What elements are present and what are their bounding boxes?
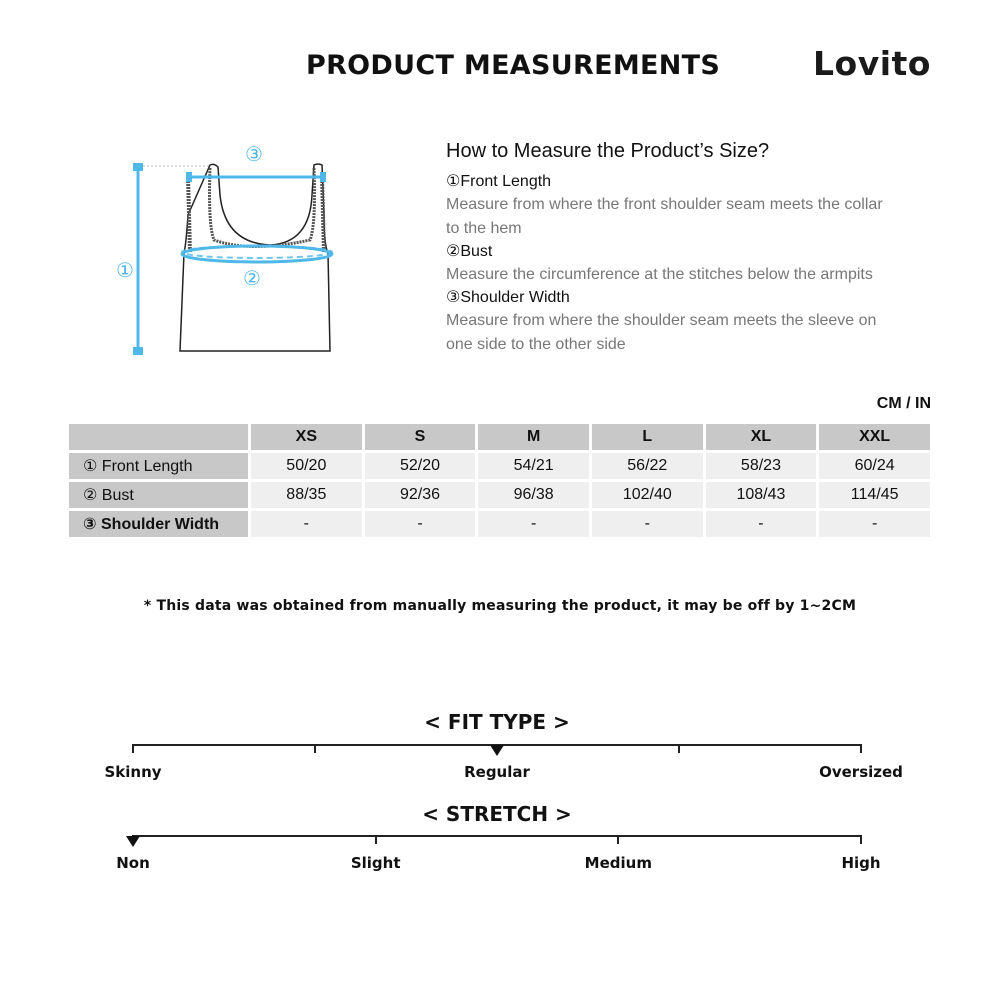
stretch-line [133,835,861,837]
item-title-shoulder-width: ③Shoulder Width [446,289,570,306]
table-row [69,511,930,537]
size-header: M [478,424,589,450]
table-cell: 60/24 [819,453,930,479]
table-cell: 102/40 [592,482,703,508]
diagram-label-1: ① [116,258,134,282]
table-cell: 114/45 [819,482,930,508]
table-cell: 50/20 [251,453,362,479]
row-label: ① Front Length [69,453,248,479]
table-cell: 88/35 [251,482,362,508]
fit-type-label: Skinny [104,763,162,781]
stretch-label: Non [116,854,150,872]
size-header: XXL [819,424,930,450]
fit-type-tick [314,744,316,753]
size-header: XS [251,424,362,450]
item-desc-bust: Measure the circumference at the stitches below the armpits [446,266,873,283]
stretch-tick [617,835,619,844]
fit-type-title: < FIT TYPE > [424,710,570,734]
table-cell: 54/21 [478,453,589,479]
size-table [66,421,933,540]
table-corner [69,424,248,450]
fit-type-label: Regular [464,763,530,781]
item-desc-shoulder-width: Measure from where the shoulder seam meets the sleeve on one side to the other side [446,312,877,353]
table-cell: - [592,511,703,537]
size-header: L [592,424,703,450]
table-cell: 52/20 [365,453,476,479]
stretch-label: Slight [350,854,401,872]
table-cell: 56/22 [592,453,703,479]
table-row [69,482,930,508]
size-header: XL [706,424,817,450]
fit-type-label: Oversized [819,763,903,781]
table-cell: - [706,511,817,537]
table-cell: 58/23 [706,453,817,479]
table-cell: - [478,511,589,537]
row-label: ③ Shoulder Width [69,511,248,537]
measurement-note: * This data was obtained from manually measuring the product, it may be off by 1~2CM [143,598,857,614]
table-row [69,453,930,479]
diagram-label-2: ② [243,266,261,290]
stretch-label: Medium [584,854,652,872]
row-label: ② Bust [69,482,248,508]
tank-outline [180,164,330,351]
table-header-row [69,424,930,450]
fit-type-tick [860,744,862,753]
table-cell: - [819,511,930,537]
front-length-cap-bottom [133,347,143,355]
page-title: PRODUCT MEASUREMENTS [306,50,721,81]
garment-diagram [100,135,350,365]
fit-type-tick [132,744,134,753]
diagram-label-3: ③ [245,142,263,166]
item-title-front-length: ①Front Length [446,173,552,190]
brand-logo: Lovito [813,44,931,83]
stretch-tick [860,835,862,844]
stretch-title: < STRETCH > [422,802,572,826]
fit-type-marker-icon [490,745,504,756]
fit-type-tick [678,744,680,753]
table-cell: 108/43 [706,482,817,508]
stretch-tick [375,835,377,844]
table-cell: - [365,511,476,537]
table-cell: - [251,511,362,537]
table-cell: 92/36 [365,482,476,508]
table-cell: 96/38 [478,482,589,508]
how-to-heading: How to Measure the Product’s Size? [446,140,770,162]
item-desc-front-length: Measure from where the front shoulder seam meets the collar to the hem [446,196,883,237]
stretch-label: High [841,854,881,872]
how-to-measure [446,140,896,357]
item-title-bust: ②Bust [446,243,493,260]
front-length-cap-top [133,163,143,171]
size-header: S [365,424,476,450]
stretch-marker-icon [126,836,140,847]
units-label: CM / IN [876,395,931,412]
